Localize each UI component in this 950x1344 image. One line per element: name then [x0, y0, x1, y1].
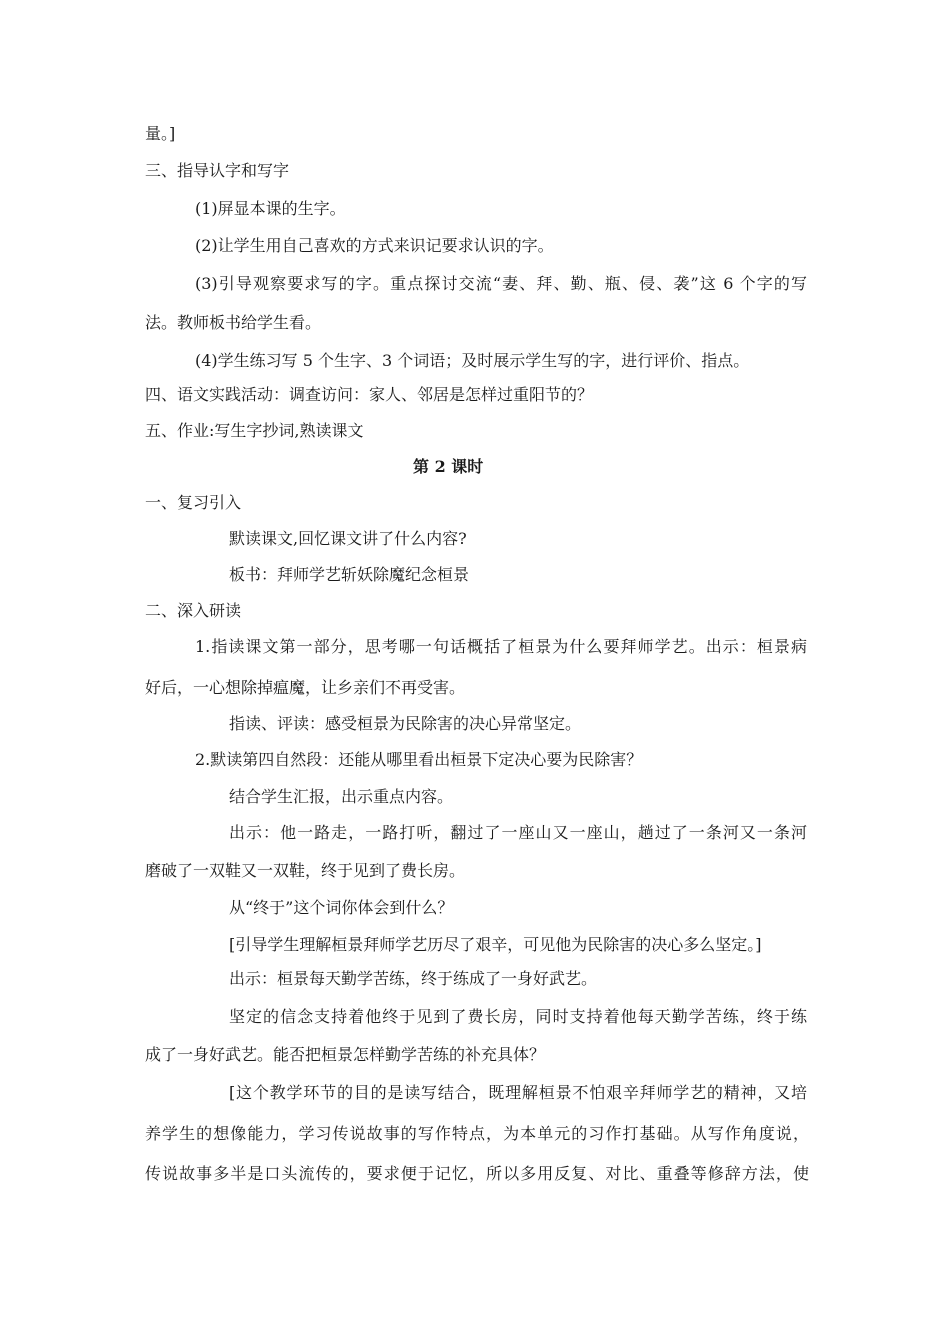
text-line: 2.默读第四自然段：还能从哪里看出桓景下定决心要为民除害？ — [195, 750, 643, 769]
section-heading: 一、复习引入 — [145, 493, 242, 512]
text-line: 磨破了一双鞋又一双鞋，终于见到了费长房。 — [145, 861, 466, 880]
text-line: 出示：他一路走，一路打听，翻过了一座山又一座山，趟过了一条河又一条河 — [229, 823, 807, 842]
lesson-title: 第 2 课时 — [413, 457, 484, 476]
text-line: 从“终于”这个词你体会到什么？ — [229, 898, 454, 917]
section-heading: 二、深入研读 — [145, 601, 242, 620]
text-line: 坚定的信念支持着他终于见到了费长房，同时支持着他每天勤学苦练，终于练 — [229, 1007, 807, 1026]
text-line: 好后，一心想除掉瘟魔，让乡亲们不再受害。 — [145, 678, 466, 697]
text-line: 出示：桓景每天勤学苦练，终于练成了一身好武艺。 — [229, 969, 598, 988]
text-line: 板书：拜师学艺斩妖除魔纪念桓景 — [229, 565, 470, 584]
text-line: (2)让学生用自己喜欢的方式来识记要求认识的字。 — [195, 236, 554, 255]
text-line: [引导学生理解桓景拜师学艺历尽了艰辛，可见他为民除害的决心多么坚定。] — [229, 935, 762, 954]
text-line: 成了一身好武艺。能否把桓景怎样勤学苦练的补充具体？ — [145, 1045, 546, 1064]
text-line: 结合学生汇报，出示重点内容。 — [229, 787, 454, 806]
text-line: (3)引导观察要求写的字。重点探讨交流“妻、拜、勤、瓶、侵、袭”这 6 个字的写 — [195, 274, 807, 293]
section-heading: 四、语文实践活动：调查访问：家人、邻居是怎样过重阳节的？ — [145, 385, 594, 404]
text-line: 养学生的想像能力，学习传说故事的写作特点，为本单元的习作打基础。从写作角度说， — [145, 1124, 809, 1143]
text-line: (1)屏显本课的生字。 — [195, 199, 346, 218]
text-line: [这个教学环节的目的是读写结合，既理解桓景不怕艰辛拜师学艺的精神，又培 — [229, 1083, 807, 1102]
text-line: 传说故事多半是口头流传的，要求便于记忆，所以多用反复、对比、重叠等修辞方法，使 — [145, 1164, 809, 1183]
text-line: 量。] — [145, 124, 176, 143]
section-heading: 三、指导认字和写字 — [145, 161, 290, 180]
text-line: 1.指读课文第一部分，思考哪一句话概括了桓景为什么要拜师学艺。出示：桓景病 — [195, 637, 807, 656]
text-line: (4)学生练习写 5 个生字、3 个词语；及时展示学生写的字，进行评价、指点。 — [195, 351, 750, 370]
text-line: 默读课文,回忆课文讲了什么内容? — [229, 529, 467, 548]
text-line: 指读、评读：感受桓景为民除害的决心异常坚定。 — [229, 714, 582, 733]
text-line: 法。教师板书给学生看。 — [145, 313, 322, 332]
section-heading: 五、作业:写生字抄词,熟读课文 — [145, 421, 364, 440]
